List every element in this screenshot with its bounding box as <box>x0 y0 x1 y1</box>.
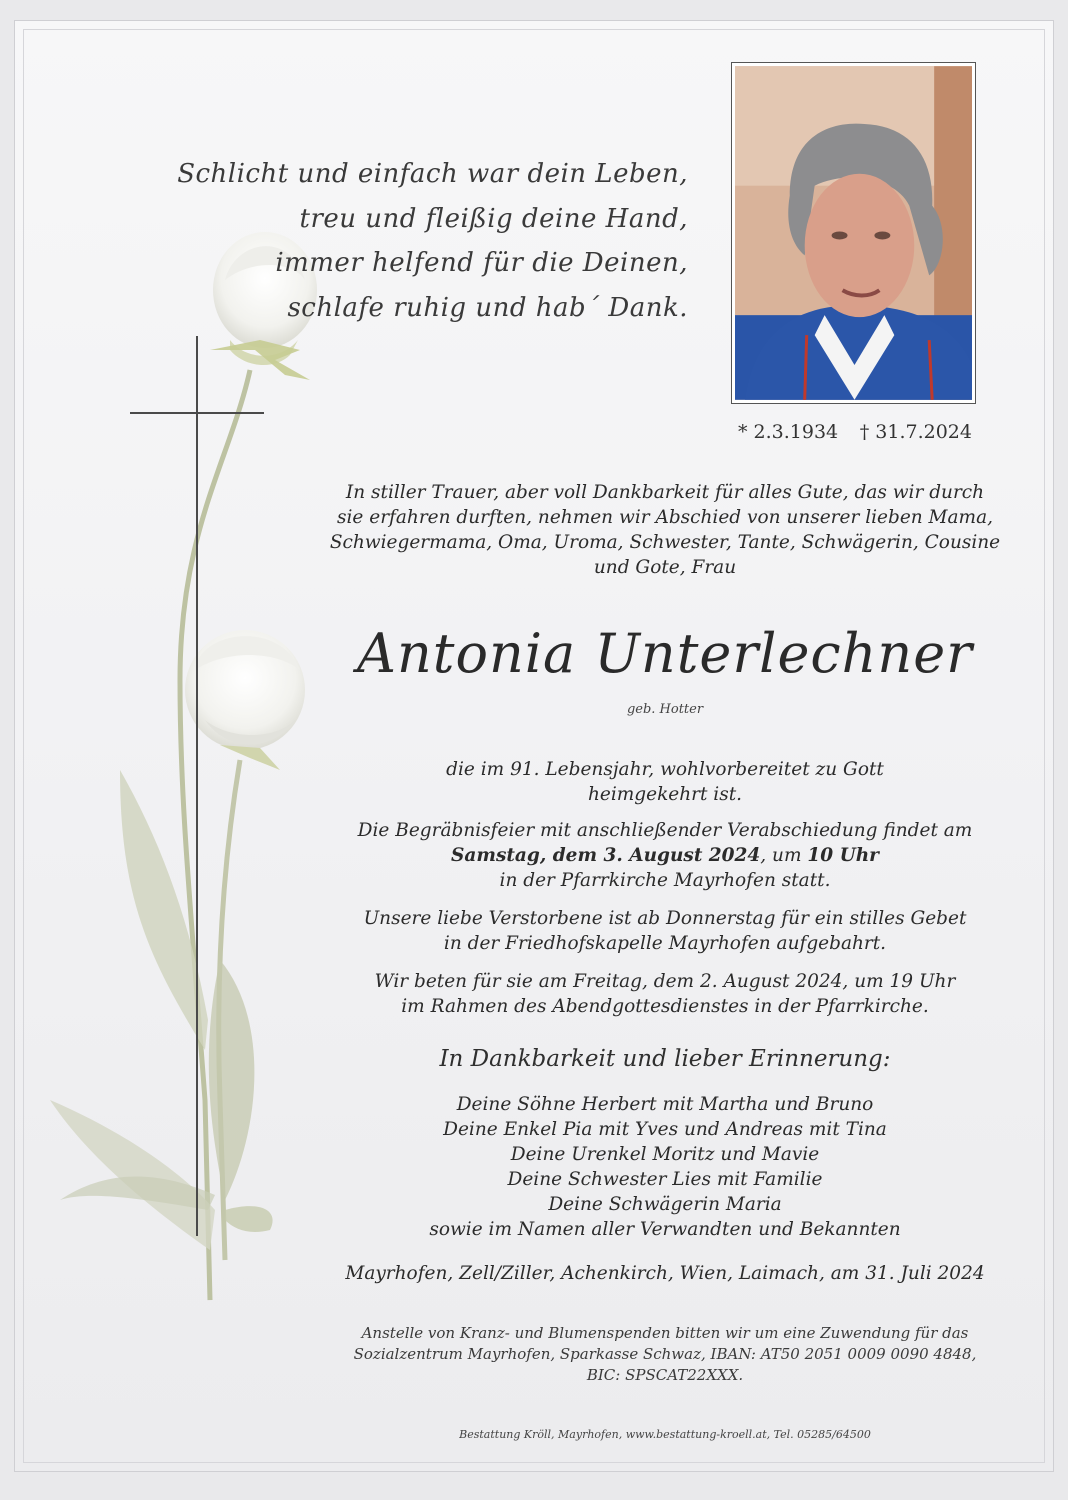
viewing-line: in der Friedhofskapelle Mayrhofen aufgebahrt. <box>443 933 887 954</box>
intro-line: Schwiegermama, Oma, Uroma, Schwester, Tante, Schwägerin, Cousine <box>329 532 1001 553</box>
intro-line: sie erfahren durften, nehmen wir Abschied von unserer lieben Mama, <box>337 507 993 528</box>
cross-vertical-bar <box>196 336 198 1236</box>
thanks-heading: In Dankbarkeit und lieber Erinnerung: <box>439 1046 891 1072</box>
prayer-line: Wir beten für sie am Freitag, dem 2. August 2024, um 19 Uhr <box>374 971 956 992</box>
funeral-line: in der Pfarrkirche Mayrhofen statt. <box>499 870 831 891</box>
passing-line: heimgekehrt ist. <box>587 784 743 805</box>
viewing-info <box>310 906 1020 956</box>
portrait-photo <box>731 62 976 404</box>
verse-line: immer helfend für die Deinen, <box>275 248 688 278</box>
deceased-name: Antonia Unterlechner <box>357 622 973 685</box>
verse-line: schlafe ruhig und hab´ Dank. <box>287 292 688 323</box>
family-list <box>310 1092 1020 1242</box>
maiden-name: geb. Hotter <box>626 702 704 717</box>
donation-line: BIC: SPSCAT22XXX. <box>586 1366 744 1384</box>
passing-line: die im 91. Lebensjahr, wohlvorbereitet zu Gott <box>446 759 884 780</box>
verse-line: treu und fleißig deine Hand, <box>299 203 688 234</box>
prayer-info <box>310 969 1020 1019</box>
donation-line: Anstelle von Kranz- und Blumenspenden bitten wir um eine Zuwendung für das <box>361 1324 969 1342</box>
funeral-time: 10 Uhr <box>807 845 879 866</box>
family-line: Deine Söhne Herbert mit Martha und Bruno <box>456 1094 874 1115</box>
funeral-date-line <box>310 843 1020 868</box>
memorial-verse <box>177 152 688 330</box>
verse-line: Schlicht und einfach war dein Leben, <box>177 159 688 189</box>
family-line: Deine Enkel Pia mit Yves und Andreas mit Tina <box>443 1119 887 1140</box>
funeral-line: Die Begräbnisfeier mit anschließender Verabschiedung findet am <box>357 820 973 841</box>
prayer-line: im Rahmen des Abendgottesdienstes in der Pfarrkirche. <box>401 996 929 1017</box>
place-and-date: Mayrhofen, Zell/Ziller, Achenkirch, Wien, Laimach, am 31. Juli 2024 <box>345 1263 985 1284</box>
birth-date: * 2.3.1934 <box>738 421 839 443</box>
donation-line: Sozialzentrum Mayrhofen, Sparkasse Schwaz, IBAN: AT50 2051 0009 0090 4848, <box>353 1345 977 1363</box>
passing-text <box>310 757 1020 807</box>
family-line: Deine Schwester Lies mit Familie <box>507 1169 823 1190</box>
cross-horizontal-bar <box>130 412 264 414</box>
portrait-image <box>735 66 972 400</box>
family-line: Deine Urenkel Moritz und Mavie <box>510 1144 820 1165</box>
funeral-date: Samstag, dem 3. August 2024 <box>451 845 761 866</box>
viewing-line: Unsere liebe Verstorbene ist ab Donnerstag für ein stilles Gebet <box>363 908 967 929</box>
family-line: Deine Schwägerin Maria <box>548 1194 782 1215</box>
funeral-home-footer: Bestattung Kröll, Mayrhofen, www.bestattung-kroell.at, Tel. 05285/64500 <box>459 1428 871 1441</box>
funeral-info <box>310 818 1020 893</box>
donation-note <box>310 1323 1020 1386</box>
death-date: † 31.7.2024 <box>859 421 972 443</box>
funeral-connector: , um <box>760 845 808 866</box>
family-line: sowie im Namen aller Verwandten und Bekannten <box>429 1219 901 1240</box>
intro-line: und Gote, Frau <box>593 557 737 578</box>
intro-line: In stiller Trauer, aber voll Dankbarkeit für alles Gute, das wir durch <box>345 482 985 503</box>
intro-text <box>310 480 1020 580</box>
white-rose-illustration <box>30 200 350 1360</box>
